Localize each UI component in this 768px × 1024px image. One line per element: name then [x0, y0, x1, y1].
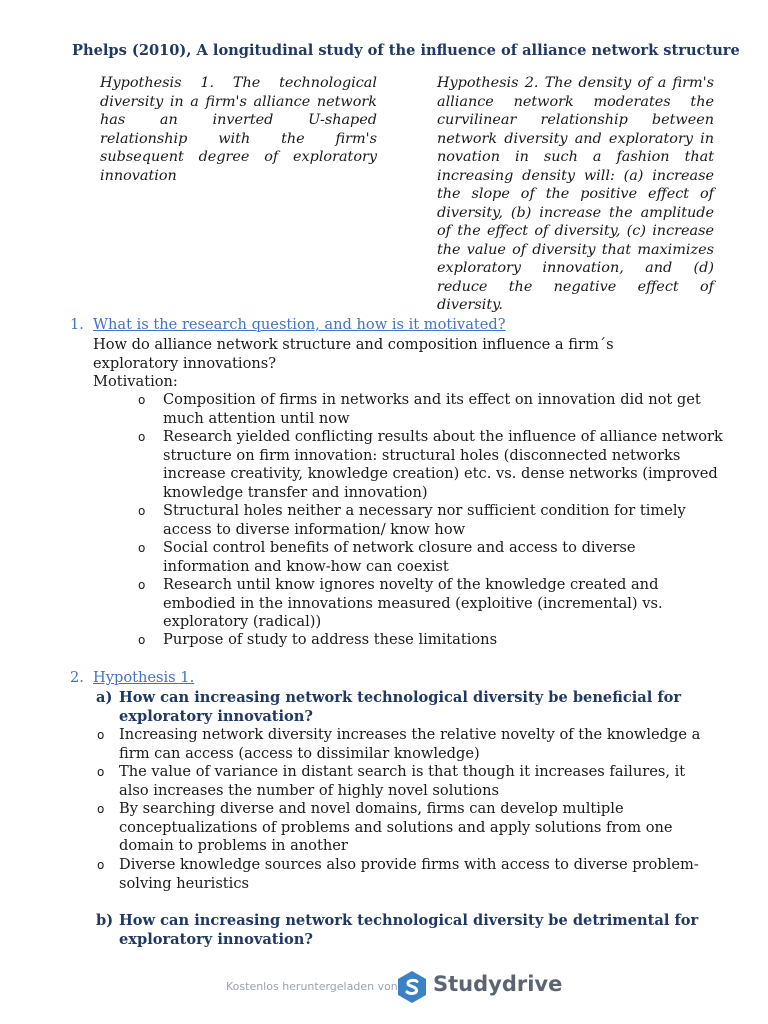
document-title: Phelps (2010), A longitudinal study of the influence of alliance network structure: [72, 42, 740, 59]
section-2-link[interactable]: Hypothesis 1.: [93, 669, 195, 686]
bullet-marker: o: [97, 765, 105, 779]
studydrive-footer[interactable]: [226, 968, 563, 1004]
bullet-marker: o: [97, 728, 105, 742]
bullet-text: Research yielded conflicting results about the influence of alliance network structure on firm innovation: structural holes (disconnected networks increase creativity, knowledge creation) etc. vs. dense networks (improved knowledge transfer and innovation): [163, 428, 723, 501]
section-1-link[interactable]: What is the research question, and how is it motivated?: [93, 316, 506, 333]
bullet-marker: o: [97, 802, 105, 816]
bullet-text: Composition of firms in networks and its effect on innovation did not get much attention until now: [163, 391, 701, 427]
bullet-text: Structural holes neither a necessary nor sufficient condition for timely access to diverse information/ know how: [163, 502, 686, 538]
bullet-text: Research until know ignores novelty of the knowledge created and embodied in the innovations measured (exploitive (incremental) vs. exploratory (radical)): [163, 576, 663, 630]
motivation-label: Motivation:: [93, 373, 178, 390]
bullet-marker: o: [138, 541, 146, 555]
bullet-marker: o: [138, 430, 146, 444]
research-question: How do alliance network structure and composition influence a firm´s exploratory innovations?: [93, 336, 614, 372]
bullet-marker: o: [138, 393, 146, 407]
subquestion-text: How can increasing network technological diversity be detrimental for exploratory innovation?: [119, 912, 699, 948]
download-note: Kostenlos heruntergeladen von: [226, 980, 398, 993]
section-number: 2.: [70, 669, 84, 686]
subquestion-text: How can increasing network technological diversity be beneficial for exploratory innovation?: [119, 689, 682, 725]
bullet-marker: o: [138, 633, 146, 647]
studydrive-brand: Studydrive: [433, 972, 563, 996]
bullet-text: Increasing network diversity increases the relative novelty of the knowledge a firm can access (access to dissimilar knowledge): [119, 726, 701, 762]
bullet-text: Purpose of study to address these limitations: [163, 631, 498, 648]
bullet-text: The value of variance in distant search is that though it increases failures, it also increases the number of highly novel solutions: [119, 763, 686, 799]
bullet-text: By searching diverse and novel domains, firms can develop multiple conceptualizations of problems and solutions and apply solutions from one domain to problems in another: [119, 800, 673, 854]
subquestion-label: b): [96, 912, 114, 929]
bullet-marker: o: [138, 504, 146, 518]
bullet-text: Social control benefits of network closure and access to diverse information and know-how can coexist: [163, 539, 636, 575]
bullet-marker: o: [97, 858, 105, 872]
section-number: 1.: [70, 316, 84, 333]
bullet-marker: o: [138, 578, 146, 592]
hypothesis-2-box: Hypothesis 2. The density of a firm's alliance network moderates the curvilinear relationship between network diversity and exploratory in novation in such a fashion that increasing density will: (a) increase the slope of the positive effect of diversity, (b) increase the amplitude of the effect of diversity, (c) increase the value of diversity that maximizes exploratory innovation, and (d) reduce the negative effect of diversity.: [437, 75, 714, 313]
bullet-text: Diverse knowledge sources also provide firms with access to diverse problem-solving heuristics: [119, 856, 699, 892]
studydrive-logo-icon: [396, 970, 428, 1004]
hypothesis-1-box: Hypothesis 1. The technological diversity in a firm's alliance network has an inverted U-shaped relationship with the firm's subsequent degree of exploratory innovation: [100, 75, 377, 184]
subquestion-label: a): [96, 689, 113, 706]
